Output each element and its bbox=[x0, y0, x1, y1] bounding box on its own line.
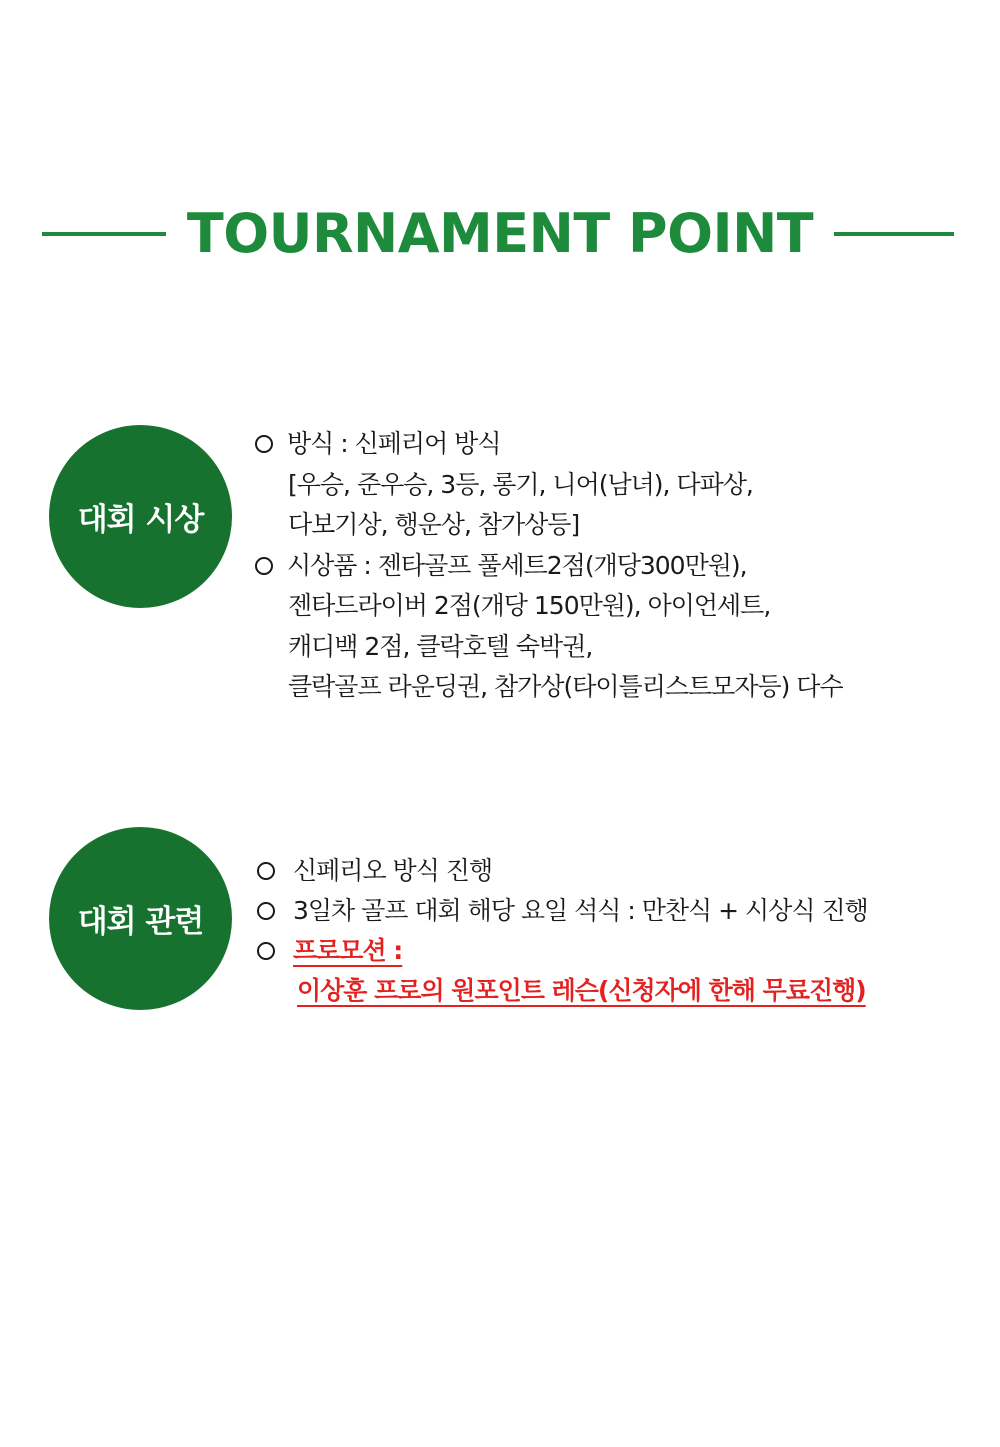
list-item-text: 시상품 : 젠타골프 풀세트2점(개당300만원), bbox=[287, 550, 747, 580]
list-item-text: 방식 : 신페리어 방식 bbox=[287, 429, 501, 458]
badge-event-info-label: 대회 관련 bbox=[77, 904, 204, 940]
circle-bullet-icon bbox=[255, 435, 273, 453]
list-item-text: 다보기상, 행운상, 참가상등] bbox=[288, 510, 580, 539]
promotion-label: 프로모션 : bbox=[293, 936, 403, 965]
promotion-text: 이상훈 프로의 원포인트 레슨(신청자에 한해 무료진행) bbox=[297, 976, 866, 1005]
list-item-text: 3일차 골프 대회 해당 요일 석식 : 만찬식 + 시상식 진행 bbox=[293, 896, 868, 925]
list-item-text: 신페리오 방식 진행 bbox=[293, 856, 493, 885]
section-header bbox=[0, 196, 1000, 272]
list-item-text: [우승, 준우승, 3등, 롱기, 니어(남녀), 다파상, bbox=[288, 469, 753, 499]
header-rule-right bbox=[834, 232, 954, 236]
circle-bullet-icon bbox=[257, 862, 275, 880]
badge-awards bbox=[49, 425, 232, 608]
badge-event-info bbox=[49, 827, 232, 1010]
badge-awards-label: 대회 시상 bbox=[77, 502, 204, 538]
header-rule-left bbox=[42, 232, 166, 236]
circle-bullet-icon bbox=[255, 557, 273, 575]
list-item-text: 젠타드라이버 2점(개당 150만원), 아이언세트, bbox=[288, 591, 771, 620]
circle-bullet-icon bbox=[257, 902, 275, 920]
page-title: TOURNAMENT POINT bbox=[186, 202, 814, 265]
list-item-text: 클락골프 라운딩권, 참가상(타이틀리스트모자등) 다수 bbox=[288, 672, 843, 701]
circle-bullet-icon bbox=[257, 942, 275, 960]
list-item-text: 캐디백 2점, 클락호텔 숙박권, bbox=[288, 631, 593, 661]
